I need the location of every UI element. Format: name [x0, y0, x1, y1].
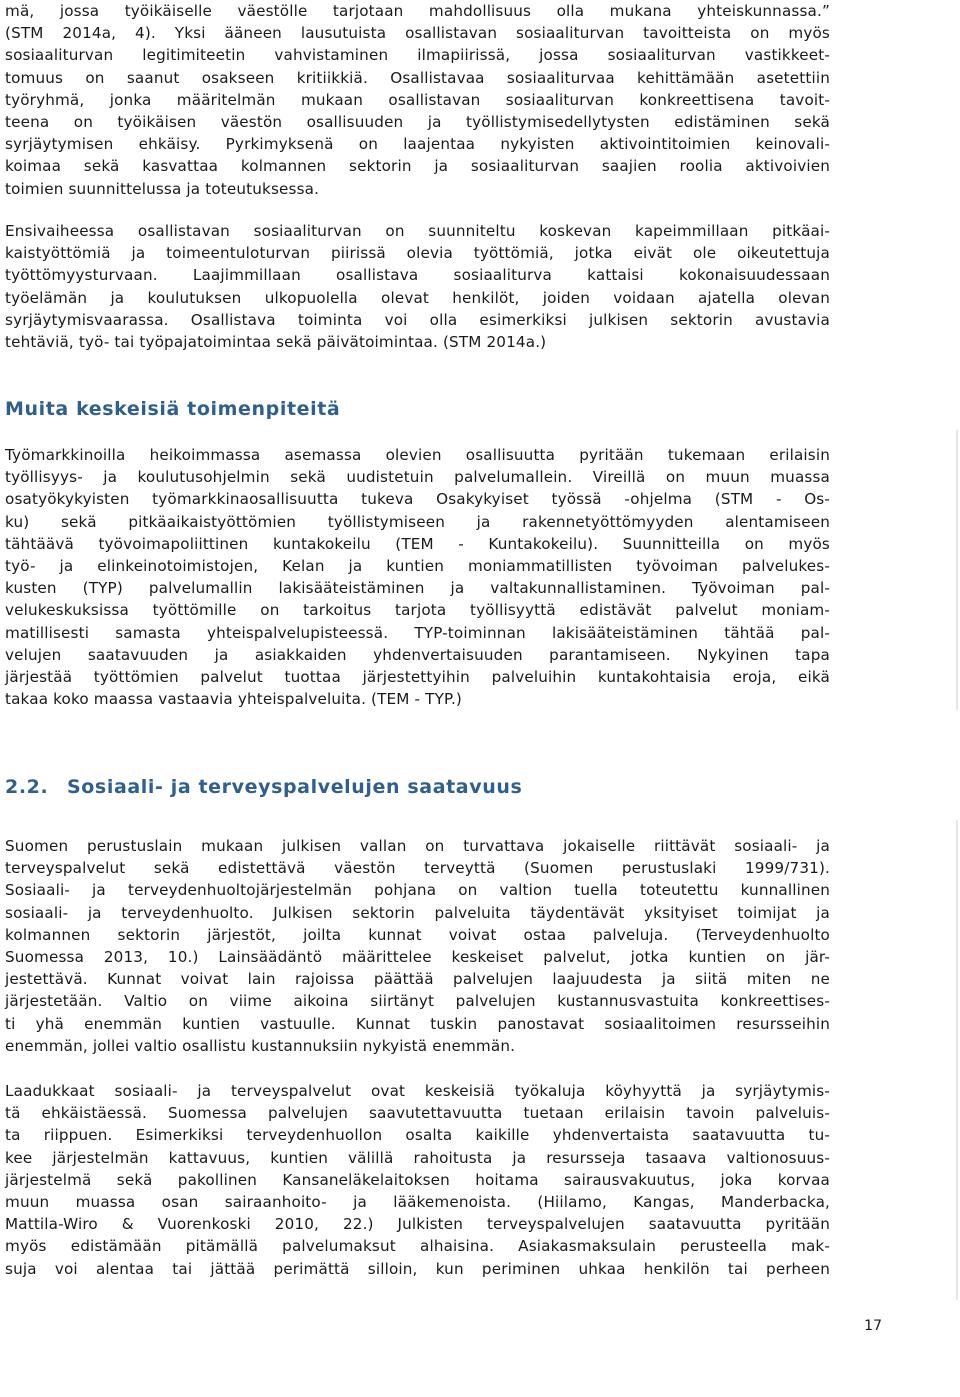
text-line: kolmannen sektorin järjestöt, joilta kunnat voivat ostaa palveluja. (Terveydenhuolto	[5, 925, 830, 944]
text-line: Sosiaali- ja terveydenhuoltojärjestelmän pohjana on valtion tuella toteutettu kunnallinen	[5, 881, 830, 900]
text-line: sosiaaliturvan legitimiteetin vahvistaminen ilmapiirissä, jossa sosiaaliturvan vastikkeet-	[5, 46, 830, 65]
text-line: jestettävä. Kunnat voivat lain rajoissa päättää palvelujen laajuudesta ja siitä miten ne	[5, 970, 830, 989]
text-line: Mattila-Wiro & Vuorenkoski 2010, 22.) Julkisten terveyspalvelujen saatavuutta pyritään	[5, 1215, 830, 1234]
text-line: teena on työikäisen väestön osallisuuden ja työllistymisedellytysten edistäminen sekä	[5, 113, 830, 132]
text-line: ta riippuen. Esimerkiksi terveydenhuollon osalta kaikille yhdenvertaista saatavuutta tu-	[5, 1126, 830, 1145]
text-line: muun muassa osan sairaanhoito- ja lääkemenoista. (Hiilamo, Kangas, Manderbacka,	[5, 1193, 830, 1212]
text-line: velujen saatavuuden ja asiakkaiden yhdenvertaisuuden parantamiseen. Nykyinen tapa	[5, 645, 830, 664]
text-line: järjestetään. Valtio on viime aikoina siirtänyt palvelujen kustannusvastuita konkreettises-	[5, 992, 830, 1011]
text-line: järjestää työttömien palvelut tuottaa järjestettyihin palveluihin kuntakohtaisia eroja, eikä	[5, 668, 830, 687]
text-line: terveyspalvelut sekä edistettävä väestön terveyttä (Suomen perustuslaki 1999/731).	[5, 859, 830, 878]
text-line: koimaa sekä kasvattaa kolmannen sektorin ja sosiaaliturvan saajien roolia aktivoivien	[5, 157, 830, 176]
paragraph-other-measures	[5, 444, 830, 710]
text-line: syrjäytymisen ehkäisy. Pyrkimyksenä on laajentaa nykyisten aktivointitoimien keinovali-	[5, 135, 830, 154]
margin-edge-mark	[956, 820, 958, 1300]
text-line: velukeskuksissa työttömille on tarkoitus tarjota työllisyyttä edistävät palvelut moniam-	[5, 601, 830, 620]
text-line: osatyökykyisten työmarkkinaosallisuutta tukeva Osakykyiset työssä -ohjelma (STM - Os-	[5, 490, 830, 509]
text-line: Työmarkkinoilla heikoimmassa asemassa olevien osallisuutta pyritään tukemaan erilaisin	[5, 446, 830, 464]
text-line: työryhmä, jonka määritelmän mukaan osallistavan sosiaaliturvan konkreettisena tavoit-	[5, 90, 830, 109]
paragraph-constitution	[5, 835, 830, 1057]
text-line: järjestelmä sekä pakollinen Kansaneläkelaitoksen hoitama sairausvakuutus, joka korvaa	[5, 1170, 830, 1189]
text-line: matillisesti samasta yhteispalvelupisteessä. TYP-toiminnan lakisääteistäminen tähtää pal-	[5, 623, 830, 642]
section-heading-other-measures	[5, 398, 340, 420]
margin-edge-mark	[956, 430, 958, 710]
text-line: mä, jossa työikäiselle väestölle tarjotaan mahdollisuus olla mukana yhteiskunnassa.”	[5, 2, 830, 20]
text-line: Suomen perustuslain mukaan julkisen vallan on turvattava jokaiselle riittävät sosiaali- ja	[5, 837, 830, 855]
paragraph-quality-services	[5, 1080, 830, 1280]
text-line: Laadukkaat sosiaali- ja terveyspalvelut ovat keskeisiä työkaluja köyhyyttä ja syrjäytymis-	[5, 1082, 830, 1100]
text-line: työllisyys- ja koulutusohjelmin sekä uudistetuin palvelumallein. Vireillä on muun muassa	[5, 468, 830, 487]
text-line: tehtäviä, työ- tai työpajatoimintaa sekä päivätoimintaa. (STM 2014a.)	[5, 333, 547, 352]
text-line: syrjäytymisvaarassa. Osallistava toiminta voi olla esimerkiksi julkisen sektorin avustavia	[5, 310, 830, 329]
text-line: kusten (TYP) palvelumallin lakisääteistäminen ja valtakunnallistaminen. Työvoiman pal-	[5, 579, 830, 598]
text-line: toimien suunnittelussa ja toteutuksessa.	[5, 179, 320, 198]
page-number: 17	[864, 1318, 882, 1334]
text-line: työelämän ja koulutuksen ulkopuolella olevat henkilöt, joiden voidaan ajatella olevan	[5, 288, 830, 307]
paragraph-first-phase	[5, 220, 830, 353]
text-line: enemmän, jollei valtio osallistu kustannuksiin nykyistä enemmän.	[5, 1036, 516, 1055]
text-line: ku) sekä pitkäaikaistyöttömien työllistymiseen ja rakennetyöttömyyden alentamiseen	[5, 512, 830, 531]
text-line: tähtäävä työvoimapoliittinen kuntakokeilu (TEM - Kuntakokeilu). Suunnitteilla on myös	[5, 534, 830, 553]
heading-text: Sosiaali- ja terveyspalvelujen saatavuus	[67, 776, 523, 798]
text-line: työ- ja elinkeinotoimistojen, Kelan ja kuntien moniammatillisten työvoiman palvelukes-	[5, 557, 830, 576]
text-line: Suomessa 2013, 10.) Lainsäädäntö määrittelee keskeiset palvelut, jotka kuntien on jär-	[5, 948, 830, 967]
text-line: ti yhä enemmän kuntien vastuulle. Kunnat tuskin panostavat sosiaalitoimen resursseihin	[5, 1014, 830, 1033]
heading-text: Muita keskeisiä toimenpiteitä	[5, 398, 341, 420]
paragraph-intro-continued	[5, 0, 830, 200]
text-line: Ensivaiheessa osallistavan sosiaaliturvan on suunniteltu koskevan kapeimmillaan pitkäai-	[5, 222, 830, 240]
text-line: työttömyysturvaan. Laajimmillaan osallistava sosiaaliturva kattaisi kokonaisuudessaan	[5, 266, 830, 285]
section-heading-2-2	[5, 776, 522, 798]
text-line: kee järjestelmän kattavuus, kuntien välillä rahoitusta ja resursseja tasaava valtionosuus-	[5, 1148, 830, 1167]
text-line: takaa koko maassa vastaavia yhteispalveluita. (TEM - TYP.)	[5, 690, 462, 709]
section-number: 2.2.	[5, 776, 49, 798]
text-line: (STM 2014a, 4). Yksi ääneen lausutuista osallistavan sosiaaliturvan tavoitteista on myös	[5, 24, 830, 43]
text-line: myös edistämään pitämällä palvelumaksut alhaisina. Asiakasmaksulain perusteella mak-	[5, 1237, 830, 1256]
text-line: sosiaali- ja terveydenhuolto. Julkisen sektorin palveluita täydentävät yksityiset toimijat ja	[5, 903, 830, 922]
text-line: suja voi alentaa tai jättää perimättä silloin, kun periminen uhkaa henkilön tai perheen	[5, 1259, 830, 1278]
text-line: kaistyöttömiä ja toimeentuloturvan piirissä olevia työttömiä, jotka eivät ole oikeutettuja	[5, 244, 830, 263]
text-line: tomuus on saanut osakseen kritiikkiä. Osallistavaa sosiaaliturvaa kehittämään asetettiin	[5, 68, 830, 87]
text-line: tä ehkäistäessä. Suomessa palvelujen saavutettavuutta tuetaan erilaisin tavoin palveluis-	[5, 1104, 830, 1123]
